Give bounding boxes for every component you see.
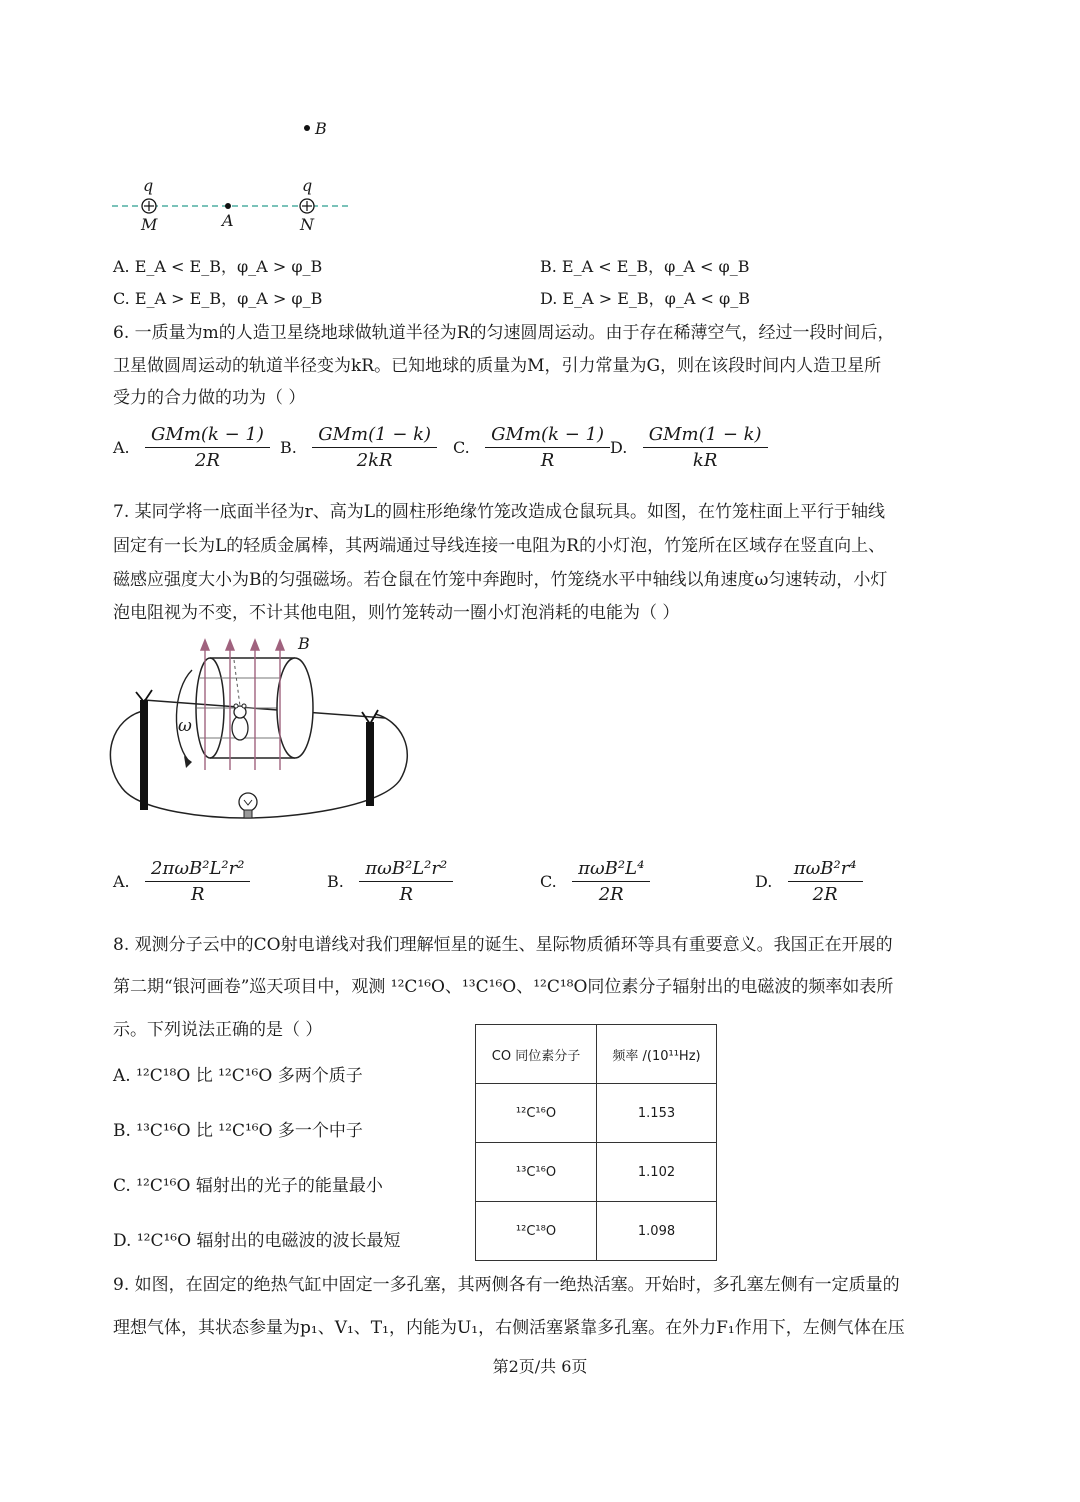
- label-a: A: [222, 211, 234, 230]
- label-m: M: [141, 215, 158, 234]
- label-n: N: [300, 215, 314, 234]
- q7-option-b: B. $\frac{\text{πωB²L²r²}}{R}$: [327, 858, 453, 905]
- q8-option-b: B. ¹³C¹⁶O 比 ¹²C¹⁶O 多一个中子: [113, 1121, 363, 1141]
- table-cell: 1.098: [597, 1202, 717, 1261]
- q6-line-2: 卫星做圆周运动的轨道半径变为kR。已知地球的质量为M，引力常量为G，则在该段时间内人造卫星所: [113, 356, 882, 376]
- q8-line-2: 第二期“银河画卷”巡天项目中，观测 ¹²C¹⁶O、¹³C¹⁶O、¹²C¹⁸O同位素分子辐射出的电磁波的频率如表所: [113, 977, 894, 997]
- cage-front: [277, 658, 313, 758]
- table-cell: 1.102: [597, 1143, 717, 1202]
- fig7-label-omega: ω: [178, 716, 192, 736]
- q9-line-1: 9. 如图，在固定的绝热气缸中固定一多孔塞，其两侧各有一绝热活塞。开始时，多孔塞左侧有一定质量的: [113, 1275, 900, 1295]
- q8-line-1: 8. 观测分子云中的CO射电谱线对我们理解恒星的诞生、星际物质循环等具有重要意义。我国正在开展的: [113, 935, 893, 955]
- table-cell: ¹²C¹⁶O: [476, 1084, 597, 1143]
- hamster-cage-figure: [100, 630, 420, 830]
- q5-option-b: B. E_A < E_B，φ_A < φ_B: [540, 257, 750, 276]
- q8-option-c: C. ¹²C¹⁶O 辐射出的光子的能量最小: [113, 1176, 383, 1196]
- table-row: [476, 1202, 717, 1261]
- table-cell: ¹³C¹⁶O: [476, 1143, 597, 1202]
- q6-option-b: B. $\frac{\text{GMm(1 − k)}}{2kR}$: [280, 424, 437, 471]
- q7-line-1: 7. 某同学将一底面半径为r、高为L的圆柱形绝缘竹笼改造成仓鼠玩具。如图，在竹笼柱面上平行于轴线: [113, 502, 886, 522]
- fig7-label-b: B: [298, 634, 310, 653]
- table-cell: 1.153: [597, 1084, 717, 1143]
- q6-line-3: 受力的合力做的功为（ ）: [113, 388, 306, 408]
- table-cell: ¹²C¹⁸O: [476, 1202, 597, 1261]
- point-b-dot: [304, 125, 310, 131]
- q6-option-c: C. $\frac{\text{GMm(k − 1)}}{R}$: [453, 424, 610, 471]
- label-b: B: [315, 119, 327, 138]
- q8-option-a: A. ¹²C¹⁸O 比 ¹²C¹⁶O 多两个质子: [113, 1066, 363, 1086]
- isotope-frequency-table: [475, 1024, 717, 1261]
- q5-option-d: D. E_A > E_B，φ_A < φ_B: [540, 289, 750, 308]
- page-footer: 第2页/共 6页: [492, 1357, 588, 1376]
- q7-option-a: A. $\frac{\text{2πωB²L²r²}}{R}$: [113, 858, 250, 905]
- label-charge-left: q: [143, 176, 154, 195]
- table-row: [476, 1143, 717, 1202]
- hamster-icon: [232, 704, 248, 740]
- point-a-dot: [225, 203, 231, 209]
- label-charge-right: q: [302, 176, 313, 195]
- q9-line-2: 理想气体，其状态参量为p₁、V₁、T₁，内能为U₁，右侧活塞紧靠多孔塞。在外力F₁作用下，左侧气体在压: [113, 1318, 905, 1338]
- q6-option-d: D. $\frac{\text{GMm(1 − k)}}{kR}$: [610, 424, 768, 471]
- lightbulb-icon: [239, 793, 257, 818]
- q7-option-d: D. $\frac{\text{πωB²r⁴}}{2R}$: [755, 858, 863, 905]
- q5-option-a: A. E_A < E_B，φ_A > φ_B: [113, 257, 323, 276]
- q7-line-3: 磁感应强度大小为B的匀强磁场。若仓鼠在竹笼中奔跑时，竹笼绕水平中轴线以角速度ω匀速转动，小灯: [113, 570, 888, 590]
- table-header-cell: 频率 /(10¹¹Hz): [597, 1025, 717, 1084]
- q7-line-4: 泡电阻视为不变，不计其他电阻，则竹笼转动一圈小灯泡消耗的电能为（ ）: [113, 603, 680, 623]
- q7-option-c: C. $\frac{\text{πωB²L⁴}}{2R}$: [540, 858, 650, 905]
- left-post: [140, 700, 148, 810]
- q5-option-c: C. E_A > E_B，φ_A > φ_B: [113, 289, 323, 308]
- rotation-arrow: [176, 670, 192, 760]
- right-post: [366, 722, 374, 806]
- q6-option-a: A. $\frac{\text{GMm(k − 1)}}{2R}$: [113, 424, 270, 471]
- q8-line-3: 示。下列说法正确的是（ ）: [113, 1020, 323, 1040]
- circuit-wire: [110, 710, 407, 818]
- table-header-cell: CO 同位素分子: [476, 1025, 597, 1084]
- table-row: [476, 1084, 717, 1143]
- table-header-row: [476, 1025, 717, 1084]
- q6-line-1: 6. 一质量为m的人造卫星绕地球做轨道半径为R的匀速圆周运动。由于存在稀薄空气，经过一段时间后，: [113, 323, 895, 343]
- q7-line-2: 固定有一长为L的轻质金属棒，其两端通过导线连接一电阻为R的小灯泡，竹笼所在区域存在竖直向上、: [113, 536, 886, 556]
- q8-option-d: D. ¹²C¹⁶O 辐射出的电磁波的波长最短: [113, 1231, 401, 1251]
